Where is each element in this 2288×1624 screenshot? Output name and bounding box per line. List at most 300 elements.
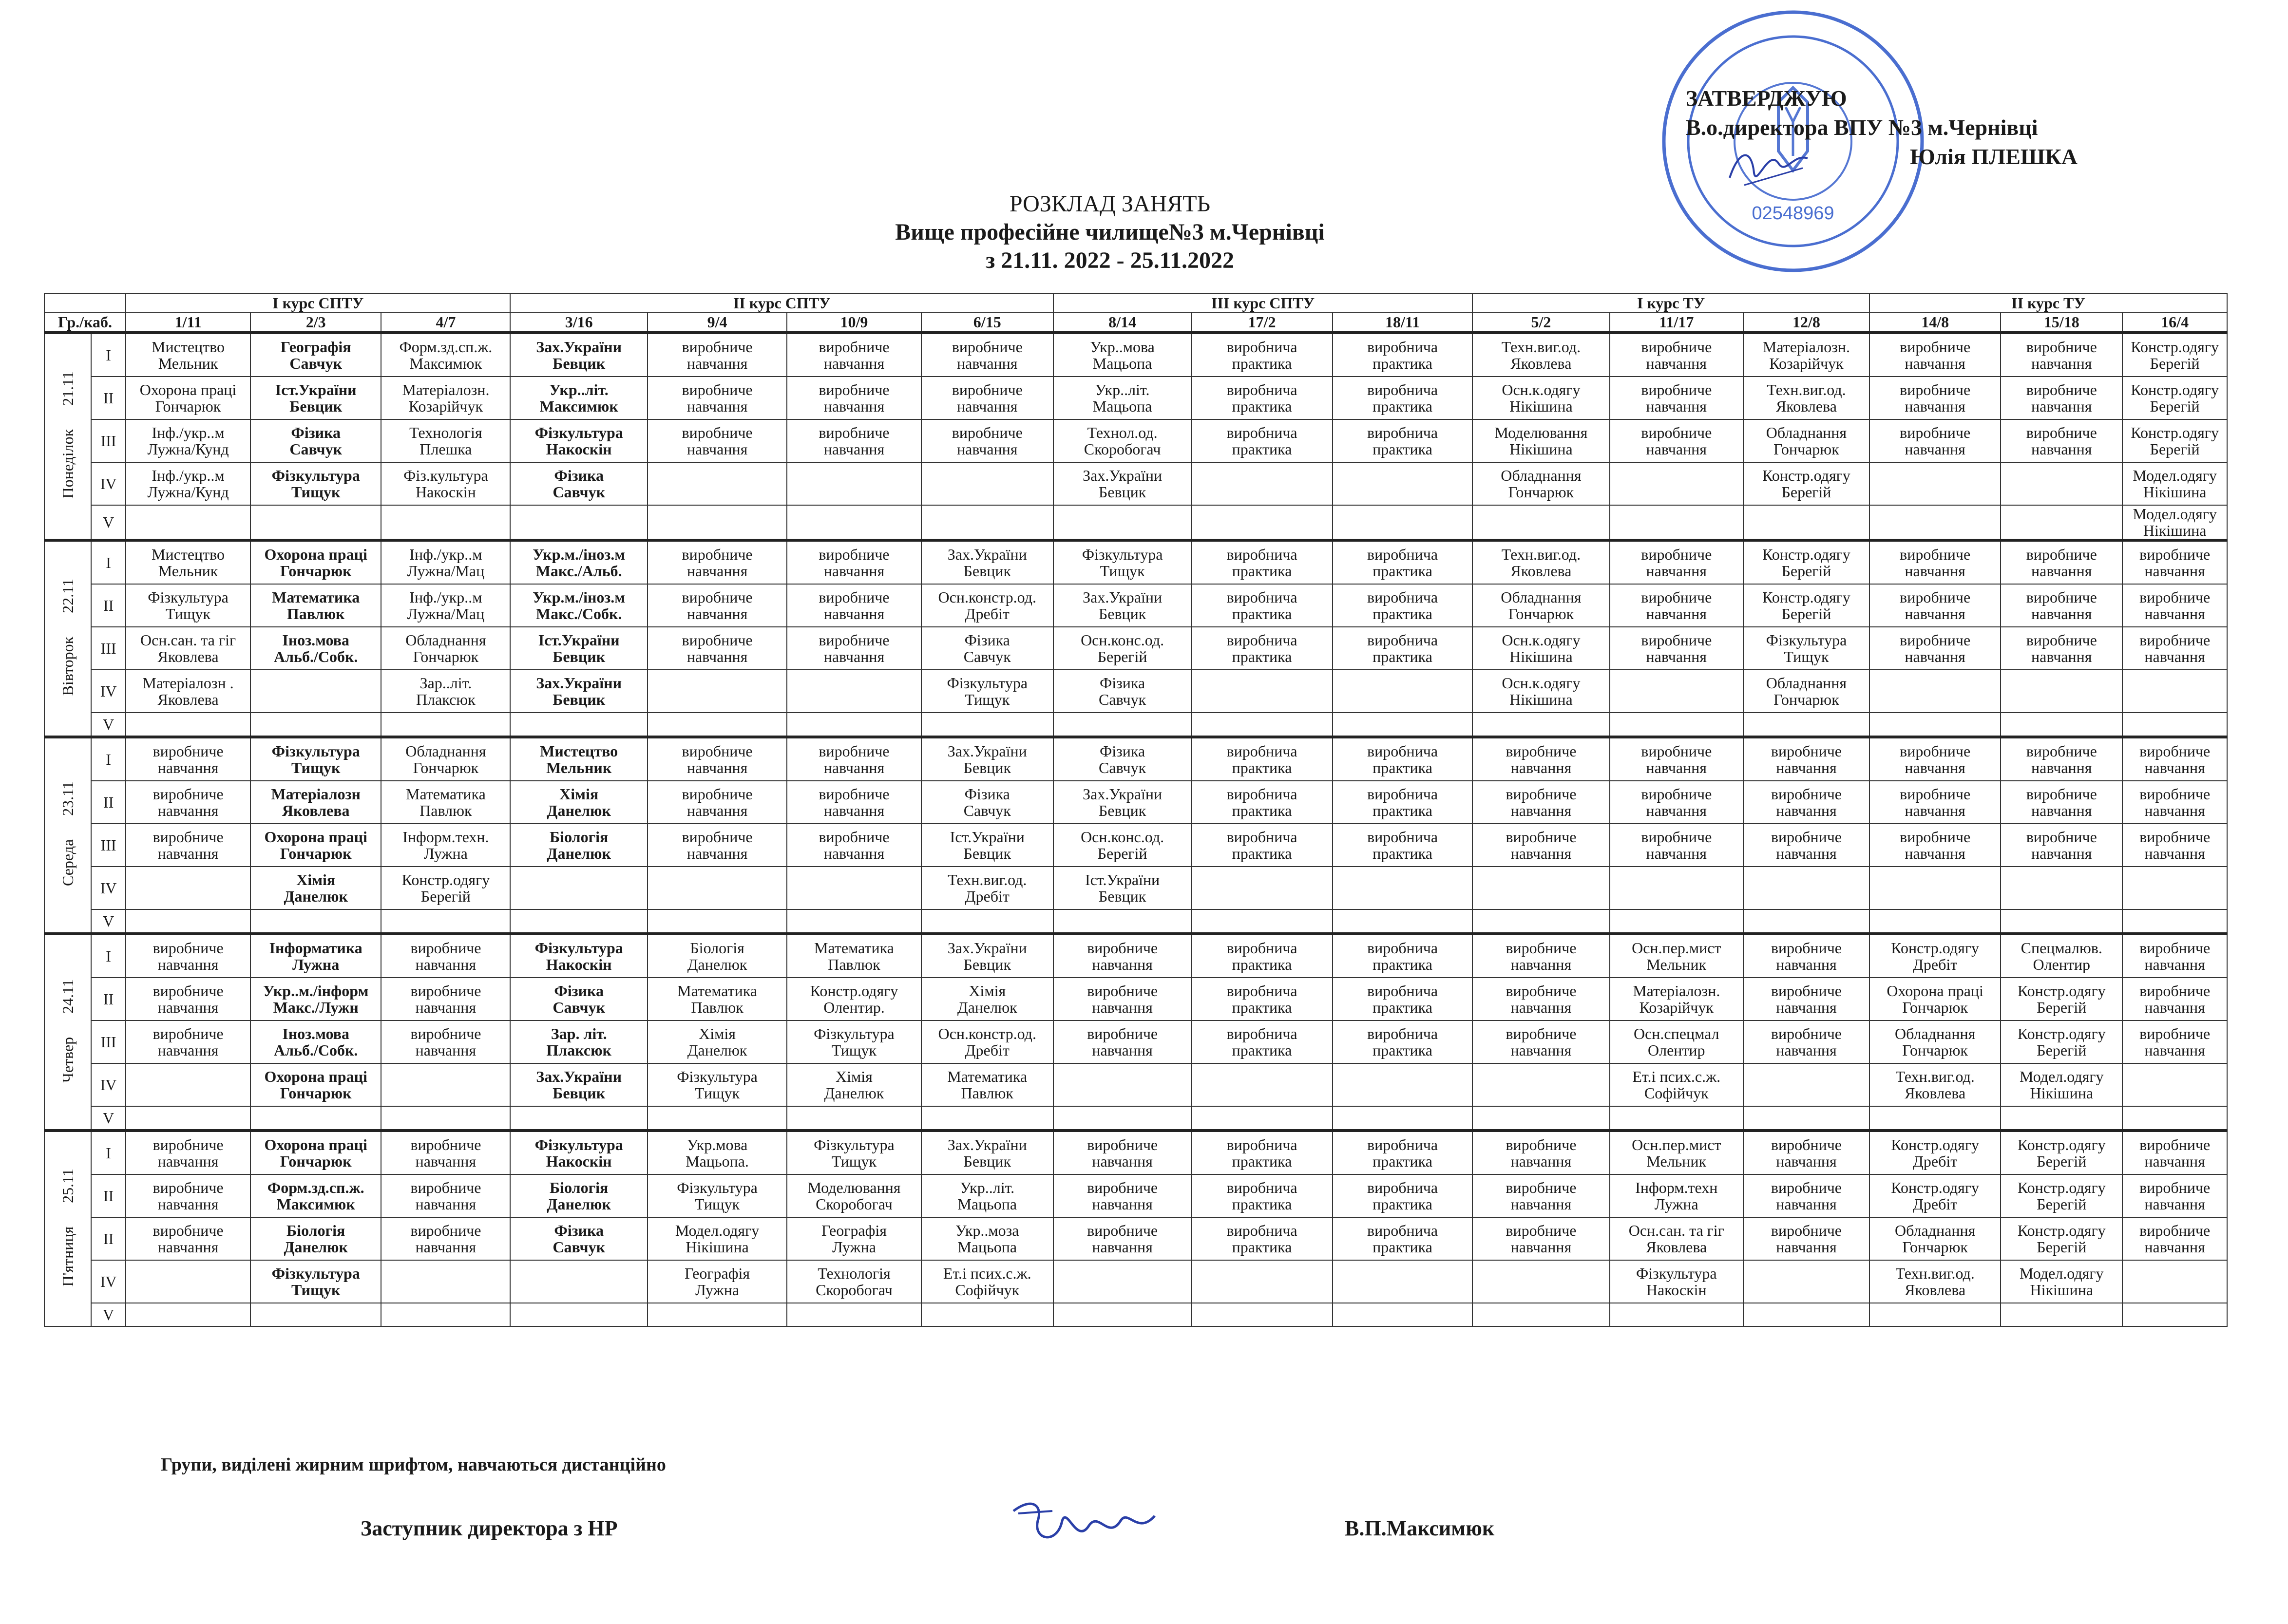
lesson-cell	[921, 909, 1053, 934]
lesson-cell	[1333, 627, 1472, 670]
lesson-cell	[2001, 505, 2122, 540]
lesson-cell	[1743, 462, 1869, 505]
lesson-subject: Фізика	[1099, 742, 1145, 760]
lesson-cell	[1053, 627, 1191, 670]
lesson-teacher: Дребіт	[965, 1041, 1010, 1059]
lesson-cell	[1610, 1131, 1743, 1174]
lesson-cell	[2001, 781, 2122, 824]
lesson-teacher: Дребіт	[1913, 1152, 1958, 1170]
lesson-teacher: Мацьопа	[1092, 355, 1152, 372]
lesson-cell	[2001, 1303, 2122, 1326]
lesson-teacher: практика	[1373, 802, 1432, 819]
lesson-subject: Констр.одягу	[2131, 381, 2219, 398]
lesson-cell	[1053, 670, 1191, 713]
lesson-cell	[2001, 978, 2122, 1020]
lesson-cell	[1743, 540, 1869, 584]
lesson-teacher: практика	[1232, 845, 1292, 862]
schedule-row	[44, 627, 2227, 670]
lesson-cell	[648, 627, 787, 670]
lesson-teacher: навчання	[957, 355, 1018, 372]
lesson-cell	[1869, 1063, 2001, 1106]
lesson-subject: виробниче	[1771, 1025, 1842, 1042]
lesson-teacher: Бевцик	[1098, 802, 1146, 819]
lesson-teacher: Яковлева	[282, 802, 350, 819]
lesson-teacher: Тищук	[291, 483, 341, 501]
lesson-cell	[2122, 1303, 2227, 1326]
lesson-cell	[381, 627, 510, 670]
lesson-subject: Констр.одягу	[2017, 982, 2106, 1000]
course-header: III курс СПТУ	[1053, 294, 1472, 312]
lesson-cell	[1191, 333, 1332, 377]
lesson-teacher: навчання	[1092, 999, 1153, 1016]
lesson-cell	[1869, 1131, 2001, 1174]
group-header: 2/3	[250, 312, 381, 333]
lesson-teacher: навчання	[2031, 397, 2092, 415]
approval-line-3: Юлія ПЛЕШКА	[1910, 144, 2078, 169]
lesson-cell	[1472, 781, 1609, 824]
lesson-subject: Географія	[685, 1265, 750, 1282]
lesson-cell	[1610, 1106, 1743, 1131]
lesson-cell	[1333, 1174, 1472, 1217]
lesson-cell	[1191, 1020, 1332, 1063]
lesson-cell	[1053, 1063, 1191, 1106]
lesson-teacher: Дребіт	[965, 605, 1010, 623]
lesson-teacher: практика	[1232, 562, 1292, 580]
lesson-cell	[1610, 584, 1743, 627]
lesson-subject: виробнича	[1367, 381, 1438, 398]
lesson-cell	[1053, 1106, 1191, 1131]
lesson-teacher: Данелюк	[957, 999, 1017, 1016]
lesson-cell	[2122, 1106, 2227, 1131]
lesson-teacher: навчання	[1905, 759, 1965, 776]
lesson-cell	[1191, 867, 1332, 909]
lesson-teacher: Берегій	[1781, 562, 1831, 580]
lesson-cell	[2001, 1174, 2122, 1217]
lesson-subject: Фізкультура	[271, 467, 360, 484]
lesson-teacher: Бевцик	[963, 845, 1011, 862]
lesson-cell	[1053, 333, 1191, 377]
lesson-cell	[1743, 1131, 1869, 1174]
lesson-subject: Укр..літ.	[960, 1179, 1015, 1196]
lesson-cell	[648, 419, 787, 462]
lesson-subject: виробнича	[1226, 1025, 1297, 1042]
lesson-cell	[1333, 462, 1472, 505]
lesson-cell	[1869, 867, 2001, 909]
lesson-cell	[921, 627, 1053, 670]
lesson-teacher: навчання	[2031, 440, 2092, 458]
lesson-cell	[1472, 584, 1609, 627]
lesson-subject: Матеріалозн	[271, 785, 361, 803]
lesson-teacher: Лужна/Кунд	[147, 440, 229, 458]
lesson-subject: виробниче	[2026, 381, 2097, 398]
lesson-subject: Модел.одягу	[675, 1222, 760, 1239]
lesson-teacher: навчання	[1776, 1152, 1837, 1170]
lesson-subject: Осн.констр.од.	[938, 1025, 1036, 1042]
lesson-subject: виробниче	[1900, 424, 1971, 441]
lesson-teacher: практика	[1373, 562, 1432, 580]
lesson-cell	[1333, 867, 1472, 909]
lesson-cell	[1333, 781, 1472, 824]
lesson-cell	[1472, 540, 1609, 584]
lesson-teacher: навчання	[1092, 1041, 1153, 1059]
lesson-cell	[921, 462, 1053, 505]
lesson-cell	[921, 584, 1053, 627]
lesson-cell	[1610, 627, 1743, 670]
lesson-teacher: навчання	[1510, 1041, 1572, 1059]
lesson-teacher: Данелюк	[547, 845, 611, 862]
lesson-subject: виробниче	[952, 381, 1023, 398]
lesson-teacher: навчання	[1776, 956, 1837, 973]
schedule-row	[44, 934, 2227, 978]
lesson-cell	[648, 737, 787, 781]
lesson-subject: виробниче	[1506, 1136, 1577, 1153]
lesson-subject: виробниче	[819, 588, 890, 606]
lesson-subject: Мистецтво	[152, 338, 225, 356]
lesson-teacher: Нікішина	[2030, 1281, 2094, 1299]
lesson-cell	[1610, 737, 1743, 781]
schedule-row	[44, 1174, 2227, 1217]
lesson-teacher: Павлюк	[419, 802, 472, 819]
lesson-subject: Обладнання	[1894, 1025, 1976, 1042]
lesson-cell	[1333, 909, 1472, 934]
lesson-subject: Зах.України	[1083, 467, 1163, 484]
lesson-teacher: Козарійчук	[408, 397, 483, 415]
lesson-teacher: навчання	[1092, 1238, 1153, 1256]
lesson-subject: виробниче	[2026, 631, 2097, 649]
lesson-cell	[921, 737, 1053, 781]
lesson-teacher: практика	[1373, 397, 1432, 415]
lesson-cell	[787, 1106, 921, 1131]
group-header: 9/4	[648, 312, 787, 333]
lesson-teacher: навчання	[1905, 355, 1965, 372]
lesson-subject: виробнича	[1367, 1025, 1438, 1042]
lesson-cell	[1333, 333, 1472, 377]
schedule-row	[44, 1217, 2227, 1260]
lesson-subject: Модел.одягу	[2133, 505, 2217, 523]
lesson-teacher: практика	[1232, 956, 1292, 973]
lesson-teacher: навчання	[1776, 845, 1837, 862]
lesson-teacher: Тищук	[831, 1152, 877, 1170]
lesson-cell	[1610, 1303, 1743, 1326]
lesson-teacher: Берегій	[2037, 1195, 2087, 1213]
lesson-subject: виробниче	[1506, 742, 1577, 760]
lesson-cell	[648, 934, 787, 978]
lesson-cell	[510, 419, 647, 462]
lesson-cell	[1191, 1260, 1332, 1303]
lesson-subject: Зах.України	[947, 742, 1027, 760]
lesson-teacher: навчання	[415, 1238, 477, 1256]
lesson-teacher: практика	[1232, 802, 1292, 819]
lesson-subject: Математика	[272, 588, 360, 606]
lesson-cell	[787, 462, 921, 505]
lesson-subject: Укр..моза	[955, 1222, 1019, 1239]
lesson-teacher: навчання	[1646, 648, 1707, 665]
lesson-teacher: Плешка	[419, 440, 472, 458]
lesson-teacher: Бевцик	[553, 1084, 606, 1102]
period-number: II	[91, 1174, 126, 1217]
lesson-subject: виробниче	[1641, 338, 1712, 356]
lesson-cell	[250, 540, 381, 584]
period-number: IV	[91, 1063, 126, 1106]
lesson-subject: Матеріалозн .	[142, 674, 234, 692]
lesson-cell	[787, 1174, 921, 1217]
lesson-cell	[2122, 781, 2227, 824]
period-number: II	[91, 1217, 126, 1260]
lesson-teacher: практика	[1373, 845, 1432, 862]
lesson-subject: виробниче	[819, 828, 890, 846]
lesson-teacher: Максимюк	[409, 355, 482, 372]
lesson-subject: виробниче	[2139, 1136, 2211, 1153]
lesson-subject: виробниче	[2026, 338, 2097, 356]
lesson-cell	[1333, 540, 1472, 584]
lesson-cell	[1610, 713, 1743, 737]
lesson-cell	[1191, 505, 1332, 540]
lesson-cell	[787, 781, 921, 824]
lesson-subject: виробниче	[819, 381, 890, 398]
lesson-cell	[1472, 1217, 1609, 1260]
lesson-teacher: практика	[1373, 999, 1432, 1016]
lesson-subject: Техн.виг.од.	[948, 871, 1027, 888]
lesson-subject: Фізкультура	[534, 1136, 623, 1153]
lesson-teacher: навчання	[2144, 648, 2205, 665]
lesson-cell	[1743, 505, 1869, 540]
lesson-subject: виробнича	[1226, 588, 1297, 606]
lesson-subject: Констр.одягу	[1891, 1179, 1979, 1196]
schedule-row	[44, 737, 2227, 781]
lesson-cell	[250, 1217, 381, 1260]
lesson-teacher: Лужна	[832, 1238, 876, 1256]
lesson-teacher: Козарійчук	[1639, 999, 1714, 1016]
lesson-subject: Фізика	[1099, 674, 1145, 692]
lesson-subject: Іст.України	[275, 381, 357, 398]
lesson-teacher: навчання	[1776, 1238, 1837, 1256]
lesson-subject: Матеріалозн.	[1762, 338, 1850, 356]
day-name: Вівторок	[59, 636, 77, 696]
lesson-cell	[250, 1174, 381, 1217]
lesson-teacher: Тищук	[291, 1281, 341, 1299]
lesson-cell	[510, 934, 647, 978]
lesson-cell	[2001, 1106, 2122, 1131]
lesson-teacher: Яковлева	[1775, 397, 1837, 415]
lesson-subject: Інф./укр..м	[409, 588, 482, 606]
lesson-subject: виробниче	[153, 1025, 224, 1042]
lesson-cell	[126, 824, 250, 867]
lesson-subject: виробнича	[1367, 1222, 1438, 1239]
period-number: I	[91, 540, 126, 584]
lesson-teacher: Яковлева	[1905, 1084, 1966, 1102]
lesson-cell	[510, 1020, 647, 1063]
lesson-teacher: Берегій	[2150, 440, 2200, 458]
lesson-teacher: практика	[1232, 397, 1292, 415]
lesson-cell	[1472, 1131, 1609, 1174]
lesson-teacher: Савчук	[963, 648, 1011, 665]
lesson-subject: Укр.м./іноз.м	[533, 588, 626, 606]
lesson-subject: виробнича	[1367, 338, 1438, 356]
lesson-cell	[648, 1260, 787, 1303]
lesson-cell	[2001, 627, 2122, 670]
lesson-subject: виробниче	[1900, 588, 1971, 606]
lesson-cell	[1472, 670, 1609, 713]
lesson-teacher: Нікішина	[1509, 691, 1573, 708]
lesson-cell	[381, 584, 510, 627]
lesson-cell	[381, 1260, 510, 1303]
lesson-subject: Іст.України	[538, 631, 620, 649]
lesson-subject: Біологія	[690, 939, 744, 957]
lesson-cell	[250, 781, 381, 824]
lesson-subject: виробниче	[1900, 742, 1971, 760]
lesson-cell	[921, 505, 1053, 540]
lesson-teacher: навчання	[1510, 1152, 1572, 1170]
lesson-cell	[1191, 909, 1332, 934]
lesson-subject: Охорона праці	[1887, 982, 1983, 1000]
lesson-cell	[381, 781, 510, 824]
lesson-subject: Осн.пер.мист	[1632, 1136, 1721, 1153]
lesson-teacher: практика	[1373, 1238, 1432, 1256]
lesson-teacher: Яковлева	[1646, 1238, 1707, 1256]
lesson-cell	[921, 1217, 1053, 1260]
lesson-cell	[250, 1131, 381, 1174]
lesson-cell	[2122, 540, 2227, 584]
lesson-cell	[2001, 909, 2122, 934]
lesson-teacher: навчання	[2144, 845, 2205, 862]
lesson-cell	[1333, 1020, 1472, 1063]
schedule-row	[44, 462, 2227, 505]
lesson-subject: виробниче	[153, 982, 224, 1000]
lesson-subject: виробниче	[1641, 631, 1712, 649]
period-number: I	[91, 1131, 126, 1174]
lesson-cell	[2001, 713, 2122, 737]
lesson-cell	[1191, 737, 1332, 781]
lesson-teacher: навчання	[823, 397, 885, 415]
lesson-teacher: Берегій	[1097, 648, 1147, 665]
lesson-teacher: Нікішина	[1509, 648, 1573, 665]
lesson-subject: Зах.України	[1083, 588, 1163, 606]
lesson-teacher: Лужна/Мац	[407, 605, 485, 623]
lesson-teacher: навчання	[157, 1152, 219, 1170]
lesson-subject: виробнича	[1226, 631, 1297, 649]
lesson-teacher: навчання	[1905, 440, 1965, 458]
lesson-subject: Зах.України	[536, 674, 622, 692]
group-header: 1/11	[126, 312, 250, 333]
lesson-cell	[510, 1217, 647, 1260]
lesson-cell	[126, 909, 250, 934]
group-header: 8/14	[1053, 312, 1191, 333]
lesson-teacher: навчання	[1905, 845, 1965, 862]
lesson-teacher: Берегій	[2037, 999, 2087, 1016]
lesson-cell	[648, 1303, 787, 1326]
lesson-teacher: Бевцик	[1098, 605, 1146, 623]
lesson-cell	[510, 909, 647, 934]
period-number: IV	[91, 867, 126, 909]
lesson-cell	[510, 540, 647, 584]
lesson-subject: Інформ.техн	[1635, 1179, 1718, 1196]
lesson-cell	[510, 713, 647, 737]
lesson-subject: виробниче	[1506, 1222, 1577, 1239]
title-line-3: з 21.11. 2022 - 25.11.2022	[986, 247, 1234, 273]
day-date: 24.11	[59, 979, 77, 1014]
lesson-teacher: навчання	[823, 440, 885, 458]
lesson-subject: Зах.України	[947, 1136, 1027, 1153]
lesson-teacher: практика	[1232, 759, 1292, 776]
lesson-subject: Моделювання	[1494, 424, 1588, 441]
lesson-teacher: Мельник	[546, 759, 612, 776]
lesson-teacher: Бевцик	[289, 397, 343, 415]
lesson-cell	[381, 505, 510, 540]
lesson-teacher: Берегій	[2150, 397, 2200, 415]
lesson-teacher: навчання	[686, 648, 748, 665]
deputy-name: В.П.Максимюк	[1345, 1516, 1495, 1540]
lesson-subject: Осн.к.одягу	[1502, 631, 1581, 649]
lesson-subject: виробниче	[1771, 982, 1842, 1000]
lesson-cell	[1333, 1303, 1472, 1326]
lesson-teacher: навчання	[1776, 759, 1837, 776]
lesson-cell	[250, 584, 381, 627]
lesson-cell	[1191, 824, 1332, 867]
lesson-cell	[250, 1106, 381, 1131]
lesson-cell	[1053, 737, 1191, 781]
group-header: 16/4	[2122, 312, 2227, 333]
lesson-subject: Фізкультура	[814, 1025, 895, 1042]
lesson-cell	[1053, 1260, 1191, 1303]
lesson-subject: Спецмалюв.	[2021, 939, 2102, 957]
lesson-subject: виробниче	[2139, 1222, 2211, 1239]
lesson-cell	[1869, 1260, 2001, 1303]
lesson-cell	[1333, 824, 1472, 867]
lesson-cell	[1472, 824, 1609, 867]
lesson-subject: виробниче	[1087, 939, 1158, 957]
lesson-cell	[2001, 934, 2122, 978]
lesson-teacher: Гончарюк	[280, 562, 352, 580]
lesson-teacher: Альб./Собк.	[273, 648, 358, 665]
lesson-subject: виробниче	[682, 381, 753, 398]
lesson-subject: виробниче	[2139, 742, 2211, 760]
lesson-teacher: Бевцик	[963, 759, 1011, 776]
lesson-cell	[381, 824, 510, 867]
lesson-cell	[1053, 377, 1191, 419]
lesson-cell	[250, 824, 381, 867]
lesson-subject: виробниче	[1506, 828, 1577, 846]
lesson-cell	[1191, 377, 1332, 419]
lesson-subject: Техн.виг.од.	[1767, 381, 1846, 398]
lesson-subject: виробниче	[1771, 939, 1842, 957]
lesson-cell	[1610, 781, 1743, 824]
lesson-subject: Фізкультура	[534, 939, 623, 957]
lesson-cell	[381, 462, 510, 505]
lesson-teacher: навчання	[415, 1041, 477, 1059]
lesson-cell	[2001, 462, 2122, 505]
title-line-1: РОЗКЛАД ЗАНЯТЬ	[1009, 191, 1211, 217]
group-room-label: Гр./каб.	[44, 312, 126, 333]
lesson-cell	[1472, 737, 1609, 781]
lesson-subject: виробнича	[1367, 631, 1438, 649]
lesson-cell	[2122, 333, 2227, 377]
lesson-subject: виробниче	[153, 1136, 224, 1153]
lesson-cell	[250, 505, 381, 540]
lesson-cell	[1333, 670, 1472, 713]
lesson-teacher: навчання	[686, 802, 748, 819]
lesson-teacher: Данелюк	[284, 1238, 348, 1256]
lesson-subject: виробниче	[952, 424, 1023, 441]
group-header: 4/7	[381, 312, 510, 333]
lesson-teacher: навчання	[2031, 605, 2092, 623]
lesson-subject: виробнича	[1367, 546, 1438, 563]
lesson-teacher: Павлюк	[828, 956, 880, 973]
lesson-cell	[1869, 909, 2001, 934]
lesson-cell	[1191, 978, 1332, 1020]
day-label	[44, 333, 91, 540]
lesson-teacher: Тищук	[965, 691, 1010, 708]
lesson-cell	[1743, 1174, 1869, 1217]
